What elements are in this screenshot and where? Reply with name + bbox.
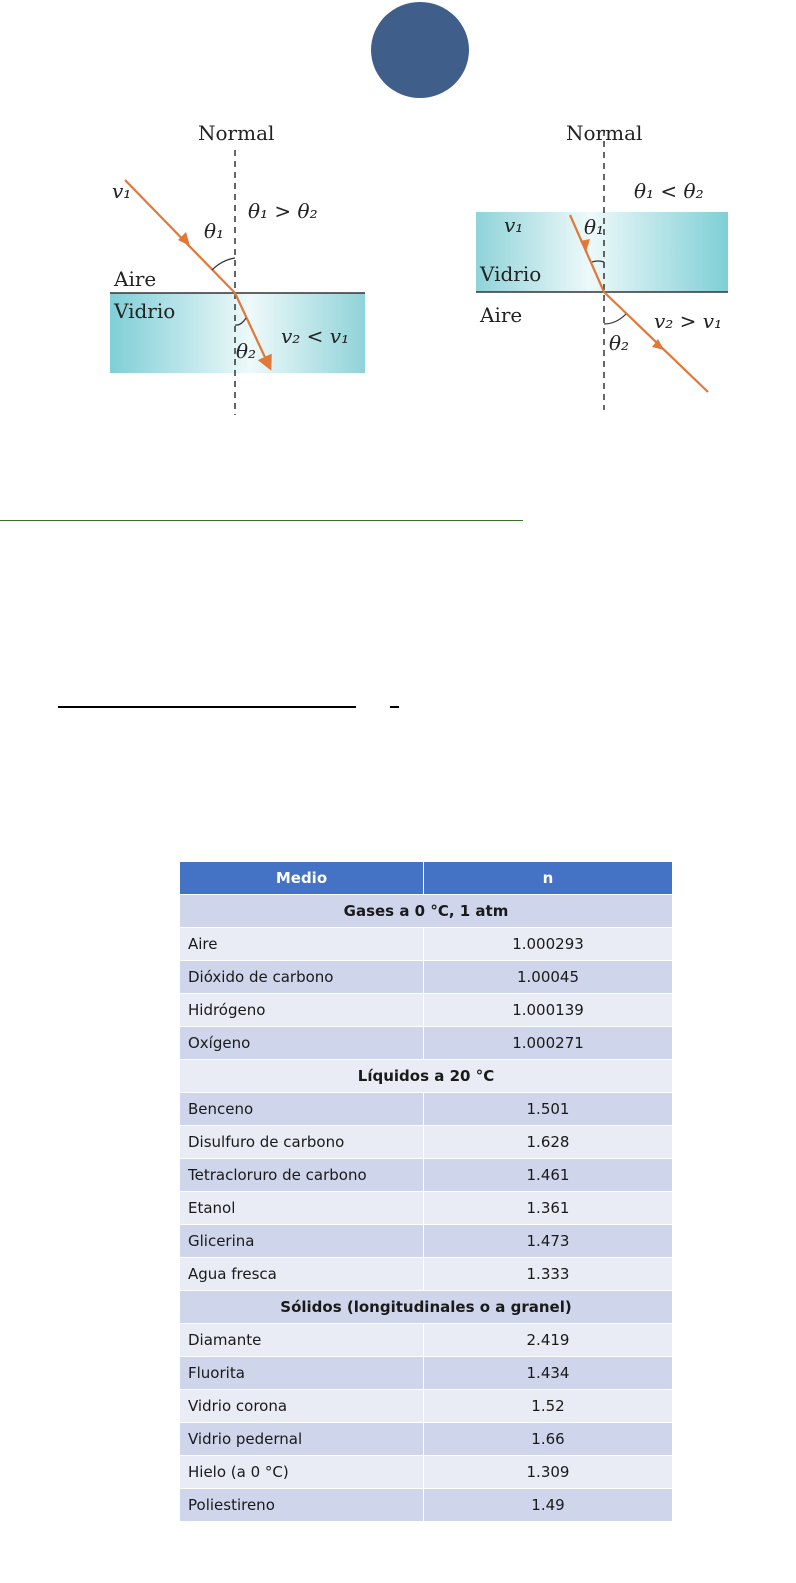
index-value: 1.52 bbox=[424, 1390, 673, 1423]
index-value: 1.309 bbox=[424, 1456, 673, 1489]
index-value: 1.501 bbox=[424, 1093, 673, 1126]
table-row bbox=[180, 1093, 673, 1126]
table-row bbox=[180, 1390, 673, 1423]
index-value: 1.333 bbox=[424, 1258, 673, 1291]
top-medium-label: Vidrio bbox=[480, 262, 542, 286]
section-title: Sólidos (longitudinales o a granel) bbox=[180, 1291, 673, 1324]
table-row bbox=[180, 994, 673, 1027]
normal-label: Normal bbox=[198, 121, 275, 145]
bottom-medium-label: Aire bbox=[480, 303, 523, 327]
index-value: 1.000293 bbox=[424, 928, 673, 961]
medium-name: Benceno bbox=[180, 1093, 424, 1126]
table-row bbox=[180, 928, 673, 961]
table-row bbox=[180, 1258, 673, 1291]
section-row-gases bbox=[180, 895, 673, 928]
medium-name: Dióxido de carbono bbox=[180, 961, 424, 994]
section-badge-circle bbox=[371, 2, 469, 98]
index-value: 1.628 bbox=[424, 1126, 673, 1159]
medium-name: Aire bbox=[180, 928, 424, 961]
underline-rule bbox=[58, 706, 356, 708]
angle-relation-label: θ₁ < θ₂ bbox=[634, 179, 704, 203]
header-medium: Medio bbox=[180, 862, 424, 895]
table-row bbox=[180, 1357, 673, 1390]
underline-rule-small bbox=[390, 706, 399, 708]
table-row bbox=[180, 961, 673, 994]
v1-label: v₁ bbox=[112, 179, 132, 203]
top-medium-label: Aire bbox=[114, 267, 157, 291]
refractive-index-table bbox=[179, 861, 673, 1522]
table-row bbox=[180, 1027, 673, 1060]
medium-name: Hidrógeno bbox=[180, 994, 424, 1027]
medium-name: Poliestireno bbox=[180, 1489, 424, 1522]
theta1-label: θ₁ bbox=[584, 215, 605, 239]
section-row-solids bbox=[180, 1291, 673, 1324]
theta2-label: θ₂ bbox=[609, 331, 630, 355]
table-row bbox=[180, 1126, 673, 1159]
normal-label: Normal bbox=[566, 121, 643, 145]
table-row bbox=[180, 1225, 673, 1258]
theta1-label: θ₁ bbox=[204, 219, 225, 243]
medium-name: Etanol bbox=[180, 1192, 424, 1225]
medium-name: Tetracloruro de carbono bbox=[180, 1159, 424, 1192]
index-value: 1.66 bbox=[424, 1423, 673, 1456]
angle-arc-theta1 bbox=[212, 258, 235, 270]
table-row bbox=[180, 1456, 673, 1489]
medium-name: Disulfuro de carbono bbox=[180, 1126, 424, 1159]
v1-label: v₁ bbox=[504, 213, 524, 237]
table-row bbox=[180, 1324, 673, 1357]
section-title: Líquidos a 20 °C bbox=[180, 1060, 673, 1093]
table-row bbox=[180, 1489, 673, 1522]
index-value: 1.49 bbox=[424, 1489, 673, 1522]
medium-name: Oxígeno bbox=[180, 1027, 424, 1060]
index-value: 1.361 bbox=[424, 1192, 673, 1225]
angle-relation-label: θ₁ > θ₂ bbox=[248, 199, 318, 223]
table-row bbox=[180, 1159, 673, 1192]
bottom-medium-label: Vidrio bbox=[114, 299, 176, 323]
medium-name: Fluorita bbox=[180, 1357, 424, 1390]
refraction-figure-air-to-glass bbox=[100, 110, 380, 420]
medium-name: Diamante bbox=[180, 1324, 424, 1357]
index-value: 2.419 bbox=[424, 1324, 673, 1357]
section-divider-line bbox=[0, 520, 523, 521]
medium-name: Vidrio pedernal bbox=[180, 1423, 424, 1456]
index-value: 1.461 bbox=[424, 1159, 673, 1192]
medium-name: Vidrio corona bbox=[180, 1390, 424, 1423]
index-value: 1.434 bbox=[424, 1357, 673, 1390]
theta2-label: θ₂ bbox=[236, 339, 257, 363]
index-value: 1.000139 bbox=[424, 994, 673, 1027]
angle-arc-theta2 bbox=[604, 314, 626, 324]
section-title: Gases a 0 °C, 1 atm bbox=[180, 895, 673, 928]
header-n: n bbox=[424, 862, 673, 895]
medium-name: Hielo (a 0 °C) bbox=[180, 1456, 424, 1489]
index-value: 1.473 bbox=[424, 1225, 673, 1258]
table-header-row bbox=[180, 862, 673, 895]
table-row bbox=[180, 1192, 673, 1225]
index-value: 1.000271 bbox=[424, 1027, 673, 1060]
speed-relation-label: v₂ > v₁ bbox=[654, 309, 723, 333]
medium-name: Agua fresca bbox=[180, 1258, 424, 1291]
table-row bbox=[180, 1423, 673, 1456]
index-value: 1.00045 bbox=[424, 961, 673, 994]
medium-name: Glicerina bbox=[180, 1225, 424, 1258]
section-row-liquids bbox=[180, 1060, 673, 1093]
incident-arrowhead bbox=[178, 232, 190, 246]
refraction-figure-glass-to-air bbox=[468, 110, 748, 420]
speed-relation-label: v₂ < v₁ bbox=[281, 324, 350, 348]
